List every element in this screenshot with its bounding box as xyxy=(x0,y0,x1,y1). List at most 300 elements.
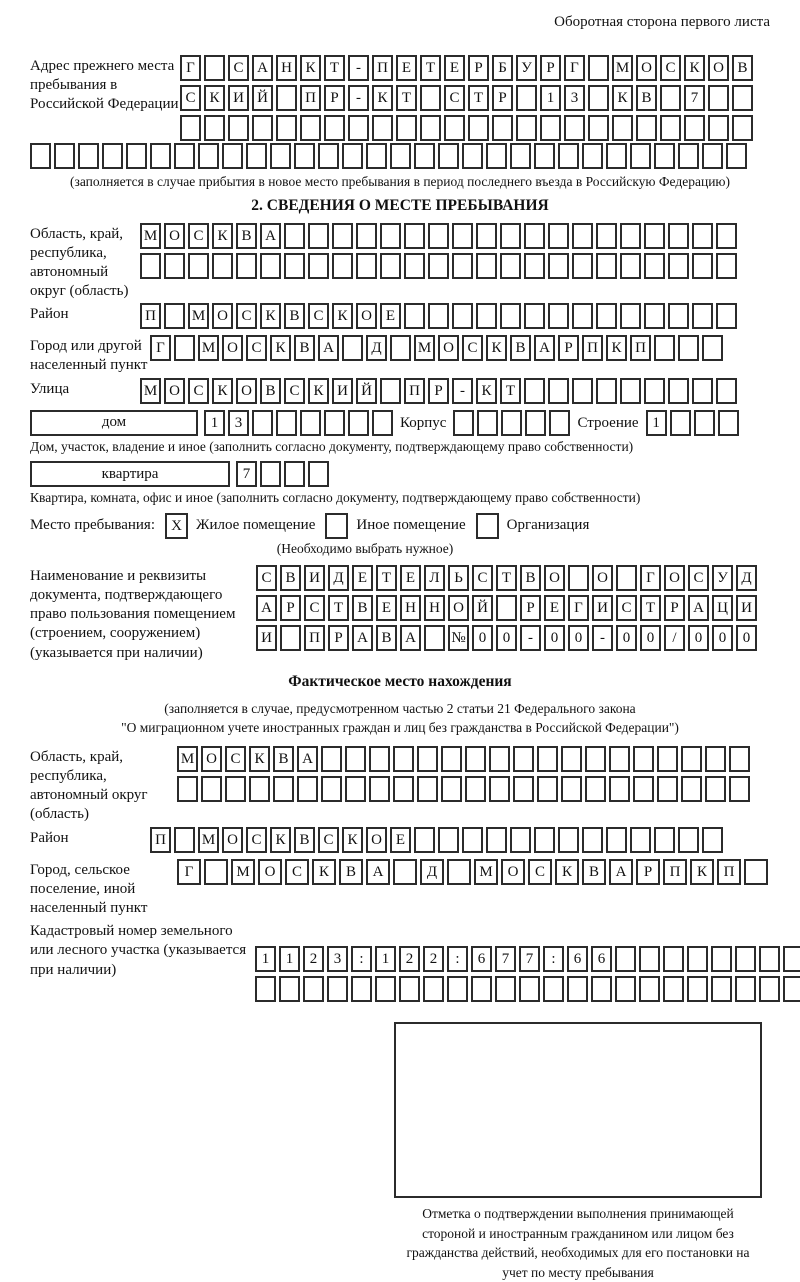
char-cell[interactable]: С xyxy=(472,565,493,591)
char-cell[interactable] xyxy=(633,776,654,802)
char-cell[interactable] xyxy=(558,827,579,853)
char-cell[interactable]: 0 xyxy=(688,625,709,651)
char-cell[interactable]: У xyxy=(516,55,537,81)
char-cell[interactable]: 6 xyxy=(591,946,612,972)
char-cell[interactable]: К xyxy=(212,223,233,249)
char-cell[interactable]: 0 xyxy=(472,625,493,651)
char-cell[interactable] xyxy=(453,410,474,436)
char-cell[interactable] xyxy=(279,976,300,1002)
char-cell[interactable]: 3 xyxy=(228,410,249,436)
char-cell[interactable] xyxy=(380,223,401,249)
char-cell[interactable]: Й xyxy=(252,85,273,111)
char-cell[interactable] xyxy=(424,625,445,651)
char-cell[interactable]: Н xyxy=(276,55,297,81)
char-cell[interactable]: О xyxy=(164,378,185,404)
char-cell[interactable] xyxy=(452,303,473,329)
char-cell[interactable]: Г xyxy=(564,55,585,81)
char-cell[interactable]: Ь xyxy=(448,565,469,591)
char-cell[interactable] xyxy=(705,746,726,772)
char-cell[interactable] xyxy=(486,143,507,169)
char-cell[interactable] xyxy=(441,776,462,802)
char-cell[interactable] xyxy=(308,223,329,249)
char-cell[interactable]: 0 xyxy=(712,625,733,651)
char-cell[interactable]: И xyxy=(736,595,757,621)
char-cell[interactable]: Т xyxy=(420,55,441,81)
char-cell[interactable] xyxy=(681,776,702,802)
char-cell[interactable] xyxy=(303,976,324,1002)
char-cell[interactable]: А xyxy=(609,859,633,885)
char-cell[interactable] xyxy=(692,378,713,404)
char-cell[interactable] xyxy=(471,976,492,1002)
char-cell[interactable] xyxy=(489,746,510,772)
char-cell[interactable] xyxy=(428,253,449,279)
char-cell[interactable] xyxy=(284,223,305,249)
char-cell[interactable] xyxy=(582,827,603,853)
char-cell[interactable] xyxy=(548,253,569,279)
char-cell[interactable]: К xyxy=(308,378,329,404)
char-cell[interactable] xyxy=(444,115,465,141)
char-cell[interactable] xyxy=(729,746,750,772)
char-cell[interactable] xyxy=(276,410,297,436)
char-cell[interactable] xyxy=(420,115,441,141)
char-cell[interactable] xyxy=(543,976,564,1002)
char-cell[interactable] xyxy=(729,776,750,802)
char-cell[interactable]: № xyxy=(448,625,469,651)
char-cell[interactable] xyxy=(356,253,377,279)
char-cell[interactable] xyxy=(668,253,689,279)
char-cell[interactable]: В xyxy=(582,859,606,885)
char-cell[interactable]: И xyxy=(228,85,249,111)
char-cell[interactable] xyxy=(524,378,545,404)
char-cell[interactable]: В xyxy=(520,565,541,591)
char-cell[interactable] xyxy=(630,827,651,853)
char-cell[interactable]: Т xyxy=(468,85,489,111)
char-cell[interactable]: К xyxy=(204,85,225,111)
char-cell[interactable] xyxy=(276,85,297,111)
char-cell[interactable]: А xyxy=(318,335,339,361)
char-cell[interactable] xyxy=(639,976,660,1002)
char-cell[interactable] xyxy=(596,253,617,279)
char-cell[interactable]: В xyxy=(260,378,281,404)
char-cell[interactable]: Р xyxy=(636,859,660,885)
char-cell[interactable] xyxy=(657,776,678,802)
char-cell[interactable]: Р xyxy=(468,55,489,81)
char-cell[interactable] xyxy=(692,253,713,279)
char-cell[interactable]: С xyxy=(528,859,552,885)
char-cell[interactable] xyxy=(321,746,342,772)
char-cell[interactable] xyxy=(716,253,737,279)
char-cell[interactable]: С xyxy=(462,335,483,361)
char-cell[interactable] xyxy=(465,776,486,802)
char-cell[interactable] xyxy=(252,410,273,436)
char-cell[interactable]: О xyxy=(258,859,282,885)
char-cell[interactable] xyxy=(204,55,225,81)
char-cell[interactable] xyxy=(660,115,681,141)
char-cell[interactable] xyxy=(705,776,726,802)
char-cell[interactable] xyxy=(369,776,390,802)
char-cell[interactable]: М xyxy=(198,335,219,361)
char-cell[interactable]: В xyxy=(280,565,301,591)
char-cell[interactable]: Р xyxy=(492,85,513,111)
char-cell[interactable]: Г xyxy=(177,859,201,885)
char-cell[interactable]: С xyxy=(225,746,246,772)
char-cell[interactable] xyxy=(476,223,497,249)
char-cell[interactable]: А xyxy=(534,335,555,361)
char-cell[interactable] xyxy=(324,115,345,141)
char-cell[interactable]: К xyxy=(270,827,291,853)
char-cell[interactable] xyxy=(534,827,555,853)
char-cell[interactable] xyxy=(561,776,582,802)
char-cell[interactable]: П xyxy=(630,335,651,361)
char-cell[interactable] xyxy=(606,143,627,169)
char-cell[interactable] xyxy=(438,827,459,853)
char-cell[interactable] xyxy=(711,946,732,972)
char-cell[interactable]: В xyxy=(294,827,315,853)
char-cell[interactable] xyxy=(596,303,617,329)
char-cell[interactable]: Т xyxy=(496,565,517,591)
char-cell[interactable]: С xyxy=(616,595,637,621)
char-cell[interactable] xyxy=(612,115,633,141)
char-cell[interactable]: В xyxy=(510,335,531,361)
char-cell[interactable]: С xyxy=(285,859,309,885)
char-cell[interactable] xyxy=(501,410,522,436)
char-cell[interactable]: В xyxy=(352,595,373,621)
char-cell[interactable]: В xyxy=(273,746,294,772)
char-cell[interactable]: К xyxy=(249,746,270,772)
char-cell[interactable] xyxy=(663,946,684,972)
char-cell[interactable]: К xyxy=(612,85,633,111)
char-cell[interactable]: О xyxy=(201,746,222,772)
char-cell[interactable]: Е xyxy=(396,55,417,81)
char-cell[interactable]: С xyxy=(444,85,465,111)
char-cell[interactable]: С xyxy=(308,303,329,329)
char-cell[interactable]: Ц xyxy=(712,595,733,621)
char-cell[interactable] xyxy=(735,976,756,1002)
char-cell[interactable] xyxy=(204,115,225,141)
char-cell[interactable]: С xyxy=(188,378,209,404)
char-cell[interactable]: / xyxy=(664,625,685,651)
char-cell[interactable] xyxy=(486,827,507,853)
char-cell[interactable] xyxy=(657,746,678,772)
char-cell[interactable] xyxy=(620,253,641,279)
char-cell[interactable] xyxy=(372,115,393,141)
char-cell[interactable] xyxy=(417,746,438,772)
char-cell[interactable] xyxy=(492,115,513,141)
char-cell[interactable] xyxy=(564,115,585,141)
char-cell[interactable] xyxy=(620,223,641,249)
char-cell[interactable] xyxy=(708,85,729,111)
char-cell[interactable] xyxy=(540,115,561,141)
char-cell[interactable]: О xyxy=(356,303,377,329)
char-cell[interactable] xyxy=(249,776,270,802)
char-cell[interactable] xyxy=(300,410,321,436)
char-cell[interactable] xyxy=(687,976,708,1002)
char-cell[interactable] xyxy=(393,859,417,885)
char-cell[interactable] xyxy=(404,253,425,279)
char-cell[interactable] xyxy=(681,746,702,772)
char-cell[interactable]: А xyxy=(297,746,318,772)
char-cell[interactable] xyxy=(393,746,414,772)
char-cell[interactable] xyxy=(273,776,294,802)
char-cell[interactable] xyxy=(348,410,369,436)
char-cell[interactable] xyxy=(668,303,689,329)
char-cell[interactable] xyxy=(702,335,723,361)
char-cell[interactable] xyxy=(644,303,665,329)
char-cell[interactable] xyxy=(417,776,438,802)
char-cell[interactable]: П xyxy=(300,85,321,111)
char-cell[interactable] xyxy=(692,303,713,329)
char-cell[interactable]: М xyxy=(474,859,498,885)
char-cell[interactable] xyxy=(150,143,171,169)
char-cell[interactable]: Г xyxy=(568,595,589,621)
char-cell[interactable]: Т xyxy=(324,55,345,81)
char-cell[interactable]: Д xyxy=(328,565,349,591)
char-cell[interactable] xyxy=(54,143,75,169)
char-cell[interactable]: М xyxy=(231,859,255,885)
char-cell[interactable]: Й xyxy=(472,595,493,621)
char-cell[interactable]: О xyxy=(448,595,469,621)
char-cell[interactable]: Р xyxy=(664,595,685,621)
char-cell[interactable] xyxy=(561,746,582,772)
char-cell[interactable]: К xyxy=(300,55,321,81)
char-cell[interactable] xyxy=(572,253,593,279)
char-cell[interactable]: 1 xyxy=(540,85,561,111)
char-cell[interactable] xyxy=(351,976,372,1002)
char-cell[interactable]: С xyxy=(246,335,267,361)
char-cell[interactable] xyxy=(372,410,393,436)
char-cell[interactable]: С xyxy=(246,827,267,853)
char-cell[interactable] xyxy=(548,378,569,404)
char-cell[interactable] xyxy=(236,253,257,279)
char-cell[interactable] xyxy=(525,410,546,436)
char-cell[interactable]: П xyxy=(372,55,393,81)
char-cell[interactable] xyxy=(620,303,641,329)
char-cell[interactable]: Р xyxy=(520,595,541,621)
char-cell[interactable]: К xyxy=(270,335,291,361)
char-cell[interactable] xyxy=(687,946,708,972)
char-cell[interactable] xyxy=(567,976,588,1002)
char-cell[interactable]: М xyxy=(198,827,219,853)
char-cell[interactable] xyxy=(609,776,630,802)
char-cell[interactable] xyxy=(716,223,737,249)
char-cell[interactable]: У xyxy=(712,565,733,591)
char-cell[interactable]: 7 xyxy=(495,946,516,972)
char-cell[interactable] xyxy=(332,253,353,279)
char-cell[interactable] xyxy=(596,223,617,249)
char-cell[interactable]: О xyxy=(592,565,613,591)
char-cell[interactable]: 7 xyxy=(684,85,705,111)
char-cell[interactable]: П xyxy=(663,859,687,885)
char-cell[interactable]: И xyxy=(592,595,613,621)
char-cell[interactable]: : xyxy=(351,946,372,972)
char-cell[interactable] xyxy=(630,143,651,169)
char-cell[interactable]: В xyxy=(636,85,657,111)
char-cell[interactable] xyxy=(678,827,699,853)
char-cell[interactable] xyxy=(180,115,201,141)
char-cell[interactable]: : xyxy=(447,946,468,972)
char-cell[interactable]: 7 xyxy=(519,946,540,972)
char-cell[interactable]: 0 xyxy=(640,625,661,651)
char-cell[interactable]: 1 xyxy=(204,410,225,436)
char-cell[interactable] xyxy=(524,223,545,249)
char-cell[interactable] xyxy=(276,115,297,141)
char-cell[interactable]: К xyxy=(476,378,497,404)
char-cell[interactable] xyxy=(585,776,606,802)
char-cell[interactable] xyxy=(428,303,449,329)
char-cell[interactable]: О xyxy=(222,335,243,361)
char-cell[interactable]: С xyxy=(660,55,681,81)
char-cell[interactable]: В xyxy=(732,55,753,81)
char-cell[interactable] xyxy=(516,85,537,111)
char-cell[interactable] xyxy=(390,335,411,361)
char-cell[interactable] xyxy=(345,746,366,772)
char-cell[interactable] xyxy=(324,410,345,436)
char-cell[interactable]: 0 xyxy=(496,625,517,651)
char-cell[interactable] xyxy=(441,746,462,772)
char-cell[interactable] xyxy=(694,410,715,436)
char-cell[interactable] xyxy=(708,115,729,141)
char-cell[interactable]: С xyxy=(688,565,709,591)
char-cell[interactable]: А xyxy=(352,625,373,651)
char-cell[interactable] xyxy=(609,746,630,772)
char-cell[interactable] xyxy=(270,143,291,169)
char-cell[interactable] xyxy=(428,223,449,249)
char-cell[interactable] xyxy=(726,143,747,169)
char-cell[interactable] xyxy=(534,143,555,169)
char-cell[interactable] xyxy=(174,335,195,361)
char-cell[interactable] xyxy=(654,827,675,853)
char-cell[interactable] xyxy=(510,143,531,169)
char-cell[interactable]: 0 xyxy=(616,625,637,651)
char-cell[interactable] xyxy=(404,303,425,329)
char-cell[interactable]: - xyxy=(452,378,473,404)
char-cell[interactable]: Р xyxy=(540,55,561,81)
house-box[interactable]: дом xyxy=(30,410,198,436)
char-cell[interactable]: П xyxy=(150,827,171,853)
char-cell[interactable]: Е xyxy=(390,827,411,853)
char-cell[interactable]: С xyxy=(256,565,277,591)
char-cell[interactable]: П xyxy=(404,378,425,404)
char-cell[interactable] xyxy=(732,115,753,141)
char-cell[interactable]: Е xyxy=(352,565,373,591)
char-cell[interactable] xyxy=(246,143,267,169)
char-cell[interactable]: О xyxy=(636,55,657,81)
char-cell[interactable] xyxy=(500,223,521,249)
char-cell[interactable] xyxy=(342,335,363,361)
char-cell[interactable] xyxy=(660,85,681,111)
char-cell[interactable] xyxy=(537,746,558,772)
char-cell[interactable] xyxy=(500,303,521,329)
char-cell[interactable] xyxy=(280,625,301,651)
char-cell[interactable] xyxy=(423,976,444,1002)
char-cell[interactable] xyxy=(654,335,675,361)
char-cell[interactable]: К xyxy=(606,335,627,361)
char-cell[interactable]: С xyxy=(180,85,201,111)
char-cell[interactable] xyxy=(228,115,249,141)
char-cell[interactable] xyxy=(164,253,185,279)
char-cell[interactable]: А xyxy=(260,223,281,249)
char-cell[interactable] xyxy=(477,410,498,436)
char-cell[interactable] xyxy=(380,378,401,404)
char-cell[interactable] xyxy=(684,115,705,141)
char-cell[interactable]: М xyxy=(140,378,161,404)
char-cell[interactable] xyxy=(620,378,641,404)
char-cell[interactable]: П xyxy=(717,859,741,885)
char-cell[interactable] xyxy=(524,253,545,279)
char-cell[interactable]: 7 xyxy=(236,461,257,487)
char-cell[interactable] xyxy=(222,143,243,169)
char-cell[interactable]: К xyxy=(372,85,393,111)
char-cell[interactable]: О xyxy=(222,827,243,853)
char-cell[interactable]: С xyxy=(304,595,325,621)
char-cell[interactable] xyxy=(616,565,637,591)
char-cell[interactable] xyxy=(716,303,737,329)
char-cell[interactable]: И xyxy=(256,625,277,651)
char-cell[interactable] xyxy=(702,827,723,853)
char-cell[interactable] xyxy=(294,143,315,169)
char-cell[interactable]: Е xyxy=(400,565,421,591)
char-cell[interactable] xyxy=(327,976,348,1002)
char-cell[interactable] xyxy=(198,143,219,169)
char-cell[interactable] xyxy=(369,746,390,772)
char-cell[interactable]: М xyxy=(188,303,209,329)
char-cell[interactable] xyxy=(668,223,689,249)
char-cell[interactable] xyxy=(255,976,276,1002)
char-cell[interactable]: Е xyxy=(444,55,465,81)
char-cell[interactable] xyxy=(615,976,636,1002)
char-cell[interactable]: С xyxy=(318,827,339,853)
char-cell[interactable] xyxy=(78,143,99,169)
char-cell[interactable]: 1 xyxy=(255,946,276,972)
char-cell[interactable] xyxy=(447,976,468,1002)
char-cell[interactable] xyxy=(702,143,723,169)
char-cell[interactable] xyxy=(510,827,531,853)
char-cell[interactable]: Е xyxy=(376,595,397,621)
char-cell[interactable]: С xyxy=(228,55,249,81)
char-cell[interactable] xyxy=(225,776,246,802)
char-cell[interactable] xyxy=(260,461,281,487)
char-cell[interactable] xyxy=(188,253,209,279)
apartment-box[interactable]: квартира xyxy=(30,461,230,487)
char-cell[interactable]: О xyxy=(236,378,257,404)
char-cell[interactable] xyxy=(663,976,684,1002)
char-cell[interactable] xyxy=(438,143,459,169)
char-cell[interactable] xyxy=(636,115,657,141)
char-cell[interactable]: А xyxy=(366,859,390,885)
char-cell[interactable] xyxy=(452,223,473,249)
char-cell[interactable] xyxy=(300,115,321,141)
char-cell[interactable] xyxy=(468,115,489,141)
char-cell[interactable]: О xyxy=(438,335,459,361)
char-cell[interactable]: 2 xyxy=(423,946,444,972)
char-cell[interactable] xyxy=(572,303,593,329)
checkbox-organizacia[interactable] xyxy=(476,513,499,539)
char-cell[interactable]: С xyxy=(284,378,305,404)
char-cell[interactable] xyxy=(783,946,800,972)
char-cell[interactable] xyxy=(297,776,318,802)
char-cell[interactable]: 3 xyxy=(564,85,585,111)
char-cell[interactable]: Д xyxy=(366,335,387,361)
char-cell[interactable] xyxy=(596,378,617,404)
char-cell[interactable] xyxy=(177,776,198,802)
char-cell[interactable]: О xyxy=(164,223,185,249)
char-cell[interactable] xyxy=(321,776,342,802)
char-cell[interactable]: Т xyxy=(640,595,661,621)
char-cell[interactable]: 3 xyxy=(327,946,348,972)
char-cell[interactable] xyxy=(462,827,483,853)
char-cell[interactable] xyxy=(495,976,516,1002)
char-cell[interactable] xyxy=(102,143,123,169)
